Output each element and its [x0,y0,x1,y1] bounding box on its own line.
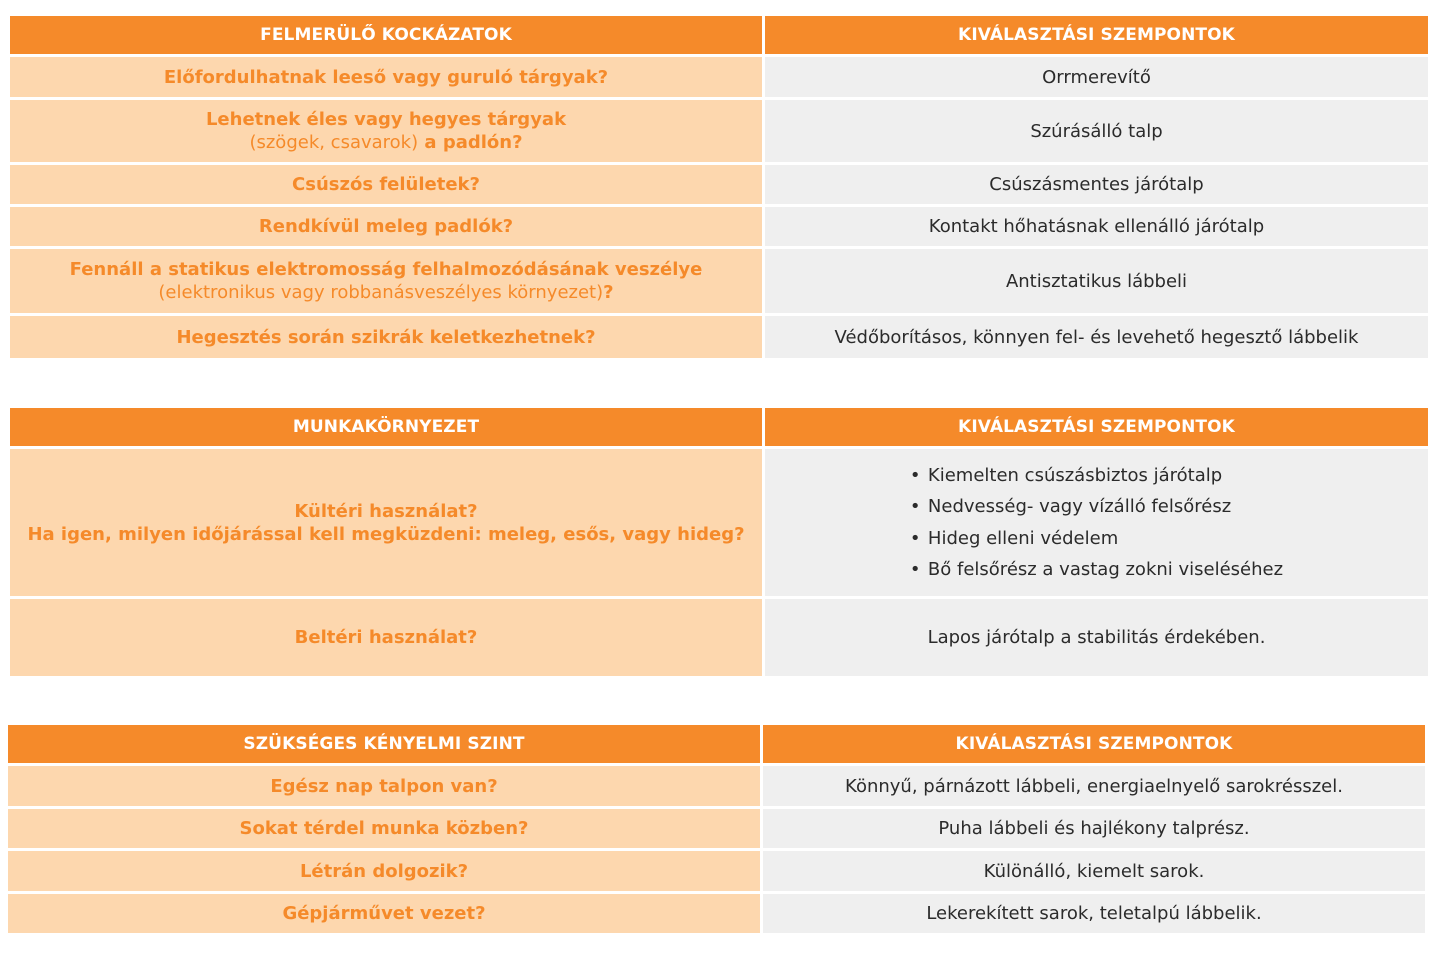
criteria-answer: Lekerekített sarok, teletalpú lábbelik. [763,894,1425,933]
criteria-answer: Lapos járótalp a stabilitás érdekében. [765,599,1428,676]
criteria-answer: Orrmerevítő [765,57,1428,97]
criteria-answer: Védőborításos, könnyen fel- és levehető hegesztő lábbelik [765,316,1428,358]
criteria-answer: Puha lábbeli és hajlékony talprész. [763,809,1425,848]
header-risks: FELMERÜLŐ KOCKÁZATOK [10,16,762,54]
risk-question [10,249,762,313]
risk-question-line2: ? [603,282,614,303]
criteria-bullet-list [910,460,1283,586]
table-header-row [10,408,1428,446]
risk-question [10,100,762,162]
risk-question: Csúszós felületek? [10,165,762,204]
risks-table [7,13,1431,361]
table-row [8,894,1425,933]
work-environment-table [7,405,1431,679]
header-criteria: KIVÁLASZTÁSI SZEMPONTOK [765,16,1428,54]
comfort-question: Egész nap talpon van? [8,766,760,806]
table-row [8,809,1425,848]
table-row [10,165,1428,204]
header-comfort-level: SZÜKSÉGES KÉNYELMI SZINT [8,725,760,763]
criteria-answer: Csúszásmentes járótalp [765,165,1428,204]
environment-question: Beltéri használat? [10,599,762,676]
table-header-row [8,725,1425,763]
criteria-answer: Különálló, kiemelt sarok. [763,851,1425,891]
header-criteria: KIVÁLASZTÁSI SZEMPONTOK [765,408,1428,446]
criteria-answer: Szúrásálló talp [765,100,1428,162]
header-work-environment: MUNKAKÖRNYEZET [10,408,762,446]
table-row [10,100,1428,162]
comfort-question: Gépjárművet vezet? [8,894,760,933]
criteria-answer [765,449,1428,596]
table-row [10,316,1428,358]
environment-question [10,449,762,596]
environment-question-line2: Ha igen, milyen időjárással kell megküzdeni: meleg, esős, vagy hideg? [27,523,745,545]
table-row [10,599,1428,676]
comfort-question: Létrán dolgozik? [8,851,760,891]
table-row [10,449,1428,596]
header-criteria: KIVÁLASZTÁSI SZEMPONTOK [763,725,1425,763]
table-row [8,766,1425,806]
list-item: • Hideg elleni védelem [910,523,1283,555]
criteria-answer: Könnyű, párnázott lábbeli, energiaelnyelő sarokrésszel. [763,766,1425,806]
risk-question: Rendkívül meleg padlók? [10,207,762,246]
table-row [10,207,1428,246]
table-header-row [10,16,1428,54]
comfort-question: Sokat térdel munka közben? [8,809,760,848]
risk-question: Hegesztés során szikrák keletkezhetnek? [10,316,762,358]
risk-question-line1: Lehetnek éles vagy hegyes tárgyak [205,109,567,130]
table-row [10,57,1428,97]
table-row [10,249,1428,313]
criteria-answer: Kontakt hőhatásnak ellenálló járótalp [765,207,1428,246]
risk-question-line1: Fennáll a statikus elektromosság felhalmozódásának veszélye [69,259,703,280]
risk-question-note: (szögek, csavarok) [249,132,419,153]
list-item: • Bő felsőrész a vastag zokni viseléséhez [910,554,1283,586]
list-item: • Nedvesség- vagy vízálló felsőrész [910,491,1283,523]
list-item: • Kiemelten csúszásbiztos járótalp [910,460,1283,492]
risk-question-note: (elektronikus vagy robbanásveszélyes környezet) [158,282,604,303]
risk-question-line2: a padlón? [418,132,523,153]
environment-question-line1: Kültéri használat? [294,500,478,522]
criteria-answer: Antisztatikus lábbeli [765,249,1428,313]
table-row [8,851,1425,891]
comfort-level-table [5,722,1428,936]
risk-question: Előfordulhatnak leeső vagy guruló tárgyak? [10,57,762,97]
